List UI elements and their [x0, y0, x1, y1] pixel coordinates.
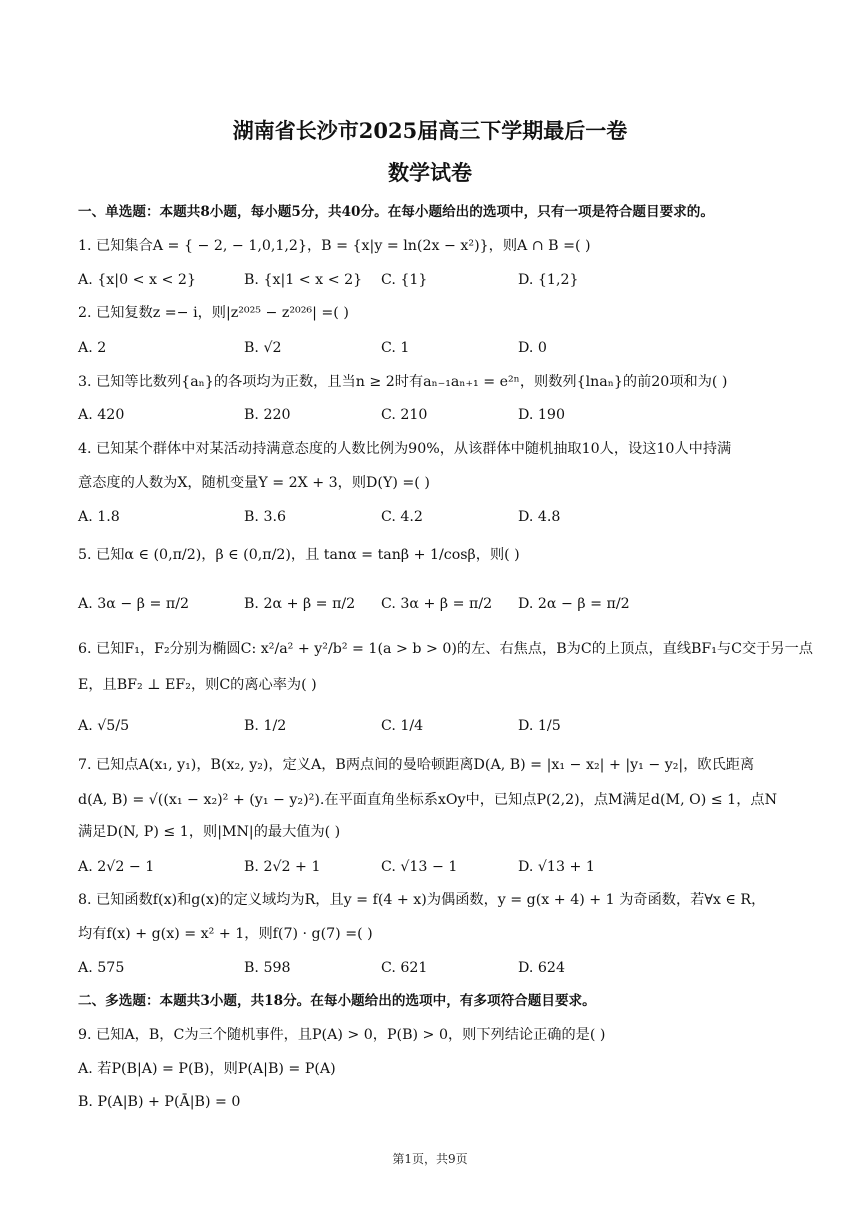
question-1-option-d: D. {1,2} — [518, 272, 579, 288]
question-1-option-a: A. {x|0 < x < 2} — [78, 272, 196, 288]
question-6-option-c: C. 1/4 — [381, 718, 424, 734]
question-4-stem-line-1: 4. 已知某个群体中对某活动持满意态度的人数比例为90%，从该群体中随机抽取10人，设这10人中持满 — [78, 441, 732, 457]
question-8-stem-line-2: 均有f(x) + g(x) = x² + 1，则f(7) · g(7) =( ) — [78, 926, 373, 942]
question-4-stem-line-2: 意态度的人数为X，随机变量Y = 2X + 3，则D(Y) =( ) — [78, 475, 430, 491]
question-9-stem: 9. 已知A，B，C为三个随机事件，且P(A) > 0，P(B) > 0，则下列结论正确的是( ) — [78, 1027, 606, 1043]
question-9-option-b: B. P(A|B) + P(Ā|B) = 0 — [78, 1094, 241, 1110]
question-1-stem: 1. 已知集合A = { − 2, − 1,0,1,2}，B = {x|y = ln(2x − x²)}，则A ∩ B =( ) — [78, 238, 591, 254]
question-3-option-b: B. 220 — [244, 407, 291, 423]
question-8-option-a: A. 575 — [78, 960, 125, 976]
question-4-option-d: D. 4.8 — [518, 509, 561, 525]
question-7-stem-line-2: d(A, B) = √((x₁ − x₂)² + (y₁ − y₂)²).在平面直角坐标系xOy中，已知点P(2,2)，点M满足d(M, O) ≤ 1，点N — [78, 792, 777, 808]
question-6-stem-line-2: E，且BF₂ ⊥ EF₂，则C的离心率为( ) — [78, 677, 317, 693]
question-5-stem: 5. 已知α ∈ (0,π/2)，β ∈ (0,π/2)，且 tanα = tanβ + 1/cosβ，则( ) — [78, 547, 520, 563]
question-3-stem: 3. 已知等比数列{aₙ}的各项均为正数，且当n ≥ 2时有aₙ₋₁aₙ₊₁ = e²ⁿ，则数列{lnaₙ}的前20项和为( ) — [78, 374, 728, 390]
exam-subtitle: 数学试卷 — [388, 160, 472, 185]
question-5-option-c: C. 3α + β = π/2 — [381, 596, 493, 612]
question-8-stem-line-1: 8. 已知函数f(x)和g(x)的定义域均为R，且y = f(4 + x)为偶函数，y = g(x + 4) + 1 为奇函数，若∀x ∈ R， — [78, 892, 766, 908]
question-6-option-a: A. √5/5 — [78, 718, 130, 734]
section-single-choice: 一、单选题：本题共8小题，每小题5分，共40分。在每小题给出的选项中，只有一项是符合题目要求的。 — [78, 204, 714, 220]
question-4-option-c: C. 4.2 — [381, 509, 423, 525]
question-3-option-c: C. 210 — [381, 407, 428, 423]
question-2-option-d: D. 0 — [518, 340, 547, 356]
question-6-option-b: B. 1/2 — [244, 718, 287, 734]
question-4-option-a: A. 1.8 — [78, 509, 120, 525]
exam-title: 湖南省长沙市2025届高三下学期最后一卷 — [232, 118, 628, 143]
question-8-option-c: C. 621 — [381, 960, 428, 976]
page-footer: 第1页，共9页 — [392, 1152, 468, 1166]
question-3-option-d: D. 190 — [518, 407, 565, 423]
question-9-option-a: A. 若P(B|A) = P(B)，则P(A|B) = P(A) — [78, 1061, 336, 1077]
question-7-option-b: B. 2√2 + 1 — [244, 859, 321, 875]
question-1-option-c: C. {1} — [381, 272, 428, 288]
question-7-option-c: C. √13 − 1 — [381, 859, 458, 875]
question-7-stem-line-3: 满足D(N, P) ≤ 1，则|MN|的最大值为( ) — [78, 824, 341, 840]
question-6-stem-line-1: 6. 已知F₁，F₂分别为椭圆C: x²/a² + y²/b² = 1(a > b > 0)的左、右焦点，B为C的上顶点，直线BF₁与C交于另一点 — [78, 641, 813, 657]
question-2-stem: 2. 已知复数z =− i，则|z²⁰²⁵ − z²⁰²⁶| =( ) — [78, 305, 349, 321]
question-7-stem-line-1: 7. 已知点A(x₁, y₁)，B(x₂, y₂)，定义A，B两点间的曼哈顿距离D(A, B) = |x₁ − x₂| + |y₁ − y₂|，欧氏距离 — [78, 757, 755, 773]
question-2-option-b: B. √2 — [244, 340, 282, 356]
question-5-option-b: B. 2α + β = π/2 — [244, 596, 356, 612]
question-2-option-a: A. 2 — [78, 340, 107, 356]
question-2-option-c: C. 1 — [381, 340, 410, 356]
question-7-option-d: D. √13 + 1 — [518, 859, 595, 875]
question-7-option-a: A. 2√2 − 1 — [78, 859, 155, 875]
question-5-option-d: D. 2α − β = π/2 — [518, 596, 630, 612]
question-3-option-a: A. 420 — [78, 407, 125, 423]
question-4-option-b: B. 3.6 — [244, 509, 287, 525]
question-8-option-d: D. 624 — [518, 960, 565, 976]
question-6-option-d: D. 1/5 — [518, 718, 561, 734]
question-1-option-b: B. {x|1 < x < 2} — [244, 272, 363, 288]
section-multiple-choice: 二、多选题：本题共3小题，共18分。在每小题给出的选项中，有多项符合题目要求。 — [78, 993, 596, 1009]
question-8-option-b: B. 598 — [244, 960, 291, 976]
question-5-option-a: A. 3α − β = π/2 — [78, 596, 190, 612]
